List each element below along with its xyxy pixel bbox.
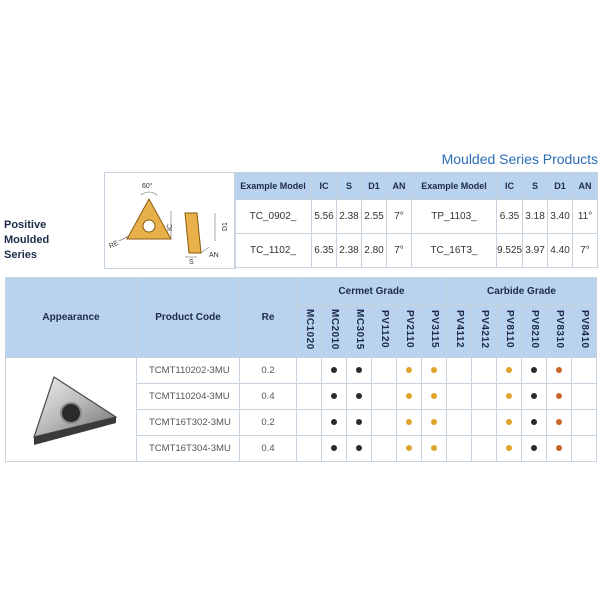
- series-label: [4, 218, 49, 263]
- product-code-cell: TCMT110204-3MU: [137, 384, 240, 410]
- grade-name: PV4212: [479, 310, 490, 349]
- grade-availability-cell: [547, 436, 572, 462]
- availability-dot: [356, 367, 362, 373]
- availability-dot: [331, 445, 337, 451]
- availability-dot: [431, 367, 437, 373]
- series-label-line: Series: [4, 249, 38, 261]
- spec-header: IC: [497, 173, 523, 200]
- angle-label: 60°: [142, 183, 153, 190]
- grade-availability-cell: [472, 384, 497, 410]
- availability-dot: [556, 419, 562, 425]
- grade-header: [372, 305, 397, 358]
- product-code-header: Product Code: [137, 278, 240, 358]
- grade-availability-cell: [572, 436, 597, 462]
- s-label: S: [189, 259, 194, 266]
- grade-availability-cell: [497, 436, 522, 462]
- insert-side-view: [185, 213, 201, 253]
- spec-header: Example Model: [235, 173, 312, 200]
- availability-dot: [406, 393, 412, 399]
- availability-dot: [331, 393, 337, 399]
- grade-availability-cell: [447, 358, 472, 384]
- grade-header: [547, 305, 572, 358]
- spec-table: [234, 172, 598, 268]
- grade-availability-cell: [297, 436, 322, 462]
- grade-name: PV2110: [404, 310, 415, 349]
- grade-availability-cell: [322, 358, 347, 384]
- availability-dot: [431, 393, 437, 399]
- grade-availability-cell: [522, 384, 547, 410]
- spec-header-row: [235, 173, 598, 200]
- product-code-cell: TCMT16T304-3MU: [137, 436, 240, 462]
- grade-availability-cell: [297, 410, 322, 436]
- carbide-grade-header: Carbide Grade: [447, 278, 597, 305]
- spec-cell: 11°: [573, 200, 598, 234]
- table-row: [6, 358, 597, 384]
- grade-availability-cell: [522, 410, 547, 436]
- grade-name: PV8110: [504, 310, 515, 349]
- appearance-header: Appearance: [6, 278, 137, 358]
- spec-cell: 7°: [387, 200, 412, 234]
- grade-availability-cell: [497, 384, 522, 410]
- re-cell: 0.4: [240, 384, 297, 410]
- an-label: AN: [209, 252, 219, 259]
- spec-cell: 3.18: [523, 200, 548, 234]
- availability-dot: [356, 445, 362, 451]
- grade-availability-cell: [497, 410, 522, 436]
- grade-header: [347, 305, 372, 358]
- spec-cell: 2.38: [337, 234, 362, 268]
- grade-availability-cell: [497, 358, 522, 384]
- spec-cell: 6.35: [312, 234, 337, 268]
- product-code-cell: TCMT110202-3MU: [137, 358, 240, 384]
- availability-dot: [506, 419, 512, 425]
- availability-dot: [506, 367, 512, 373]
- spec-cell: 2.38: [337, 200, 362, 234]
- grade-availability-cell: [472, 436, 497, 462]
- availability-dot: [531, 393, 537, 399]
- cermet-grade-header: Cermet Grade: [297, 278, 447, 305]
- grade-availability-cell: [572, 384, 597, 410]
- product-grade-table: [5, 277, 597, 462]
- grade-availability-cell: [422, 358, 447, 384]
- spec-header: S: [337, 173, 362, 200]
- availability-dot: [556, 393, 562, 399]
- availability-dot: [331, 419, 337, 425]
- grade-header: [472, 305, 497, 358]
- grade-availability-cell: [322, 436, 347, 462]
- grade-name: PV8310: [554, 310, 565, 349]
- availability-dot: [356, 419, 362, 425]
- grade-availability-cell: [347, 384, 372, 410]
- availability-dot: [531, 367, 537, 373]
- availability-dot: [356, 393, 362, 399]
- spec-cell: 7°: [387, 234, 412, 268]
- grade-availability-cell: [297, 384, 322, 410]
- spec-cell: 3.40: [548, 200, 573, 234]
- insert-photo: [16, 365, 126, 451]
- grade-header: [522, 305, 547, 358]
- insert-geometry-diagram: [104, 172, 236, 269]
- spec-cell: 9.525: [497, 234, 523, 268]
- spec-cell: TP_1103_: [412, 200, 497, 234]
- triangle-insert-shape: [127, 199, 171, 239]
- re-header: Re: [240, 278, 297, 358]
- grade-availability-cell: [472, 358, 497, 384]
- grade-name: MC2010: [329, 309, 340, 350]
- spec-header: D1: [362, 173, 387, 200]
- grade-header: [497, 305, 522, 358]
- grade-availability-cell: [297, 358, 322, 384]
- grade-header: [422, 305, 447, 358]
- grade-header: [447, 305, 472, 358]
- grade-availability-cell: [397, 410, 422, 436]
- grade-header: [572, 305, 597, 358]
- grade-availability-cell: [472, 410, 497, 436]
- grade-name: PV4112: [454, 310, 465, 349]
- grade-header: [297, 305, 322, 358]
- grade-availability-cell: [522, 358, 547, 384]
- grade-availability-cell: [372, 384, 397, 410]
- grade-availability-cell: [422, 384, 447, 410]
- insert-diagram-svg: [105, 173, 235, 268]
- grade-availability-cell: [547, 410, 572, 436]
- product-code-cell: TCMT16T302-3MU: [137, 410, 240, 436]
- main-header-row: [6, 278, 597, 305]
- availability-dot: [531, 419, 537, 425]
- grade-availability-cell: [397, 436, 422, 462]
- grade-availability-cell: [447, 384, 472, 410]
- grade-availability-cell: [397, 358, 422, 384]
- grade-availability-cell: [547, 384, 572, 410]
- spec-cell: TC_0902_: [235, 200, 312, 234]
- grade-availability-cell: [572, 410, 597, 436]
- availability-dot: [556, 367, 562, 373]
- availability-dot: [406, 367, 412, 373]
- insert-hole: [143, 220, 155, 232]
- availability-dot: [406, 419, 412, 425]
- grade-availability-cell: [347, 410, 372, 436]
- grade-availability-cell: [322, 410, 347, 436]
- grade-availability-cell: [422, 436, 447, 462]
- grade-name: PV1120: [379, 310, 390, 349]
- spec-header: AN: [387, 173, 412, 200]
- spec-cell: 2.80: [362, 234, 387, 268]
- availability-dot: [556, 445, 562, 451]
- re-cell: 0.2: [240, 358, 297, 384]
- grade-availability-cell: [347, 358, 372, 384]
- re-cell: 0.2: [240, 410, 297, 436]
- spec-cell: 5.56: [312, 200, 337, 234]
- spec-header: S: [523, 173, 548, 200]
- re-cell: 0.4: [240, 436, 297, 462]
- availability-dot: [431, 419, 437, 425]
- availability-dot: [506, 445, 512, 451]
- grade-availability-cell: [572, 358, 597, 384]
- spec-cell: 7°: [573, 234, 598, 268]
- grade-availability-cell: [397, 384, 422, 410]
- availability-dot: [531, 445, 537, 451]
- d1-label: D1: [222, 222, 229, 231]
- spec-row: [235, 234, 598, 268]
- spec-cell: 2.55: [362, 200, 387, 234]
- series-label-line: Positive: [4, 219, 47, 231]
- spec-row: [235, 200, 598, 234]
- grade-availability-cell: [372, 358, 397, 384]
- grade-header: [322, 305, 347, 358]
- grade-availability-cell: [322, 384, 347, 410]
- availability-dot: [331, 367, 337, 373]
- grade-name: PV8210: [529, 310, 540, 349]
- series-label-line: Moulded: [4, 234, 50, 246]
- grade-availability-cell: [447, 436, 472, 462]
- grade-availability-cell: [422, 410, 447, 436]
- insert-hole: [61, 403, 81, 423]
- grade-availability-cell: [372, 436, 397, 462]
- grade-availability-cell: [522, 436, 547, 462]
- re-label: RE: [108, 239, 120, 251]
- ic-label: IC: [167, 224, 174, 231]
- availability-dot: [431, 445, 437, 451]
- spec-header: AN: [573, 173, 598, 200]
- spec-header: Example Model: [412, 173, 497, 200]
- grade-availability-cell: [547, 358, 572, 384]
- spec-cell: TC_16T3_: [412, 234, 497, 268]
- availability-dot: [506, 393, 512, 399]
- grade-name: PV3115: [429, 310, 440, 349]
- grade-header: [397, 305, 422, 358]
- spec-header: D1: [548, 173, 573, 200]
- spec-cell: 6.35: [497, 200, 523, 234]
- grade-availability-cell: [372, 410, 397, 436]
- availability-dot: [406, 445, 412, 451]
- grade-name: MC3015: [354, 309, 365, 350]
- grade-name: PV8410: [579, 310, 590, 349]
- grade-availability-cell: [347, 436, 372, 462]
- spec-cell: 3.97: [523, 234, 548, 268]
- grade-name: MC1020: [304, 309, 315, 350]
- appearance-cell: [6, 358, 137, 462]
- spec-header: IC: [312, 173, 337, 200]
- page-title: Moulded Series Products: [441, 151, 598, 167]
- grade-availability-cell: [447, 410, 472, 436]
- spec-cell: TC_1102_: [235, 234, 312, 268]
- angle-arc: [141, 192, 157, 195]
- spec-cell: 4.40: [548, 234, 573, 268]
